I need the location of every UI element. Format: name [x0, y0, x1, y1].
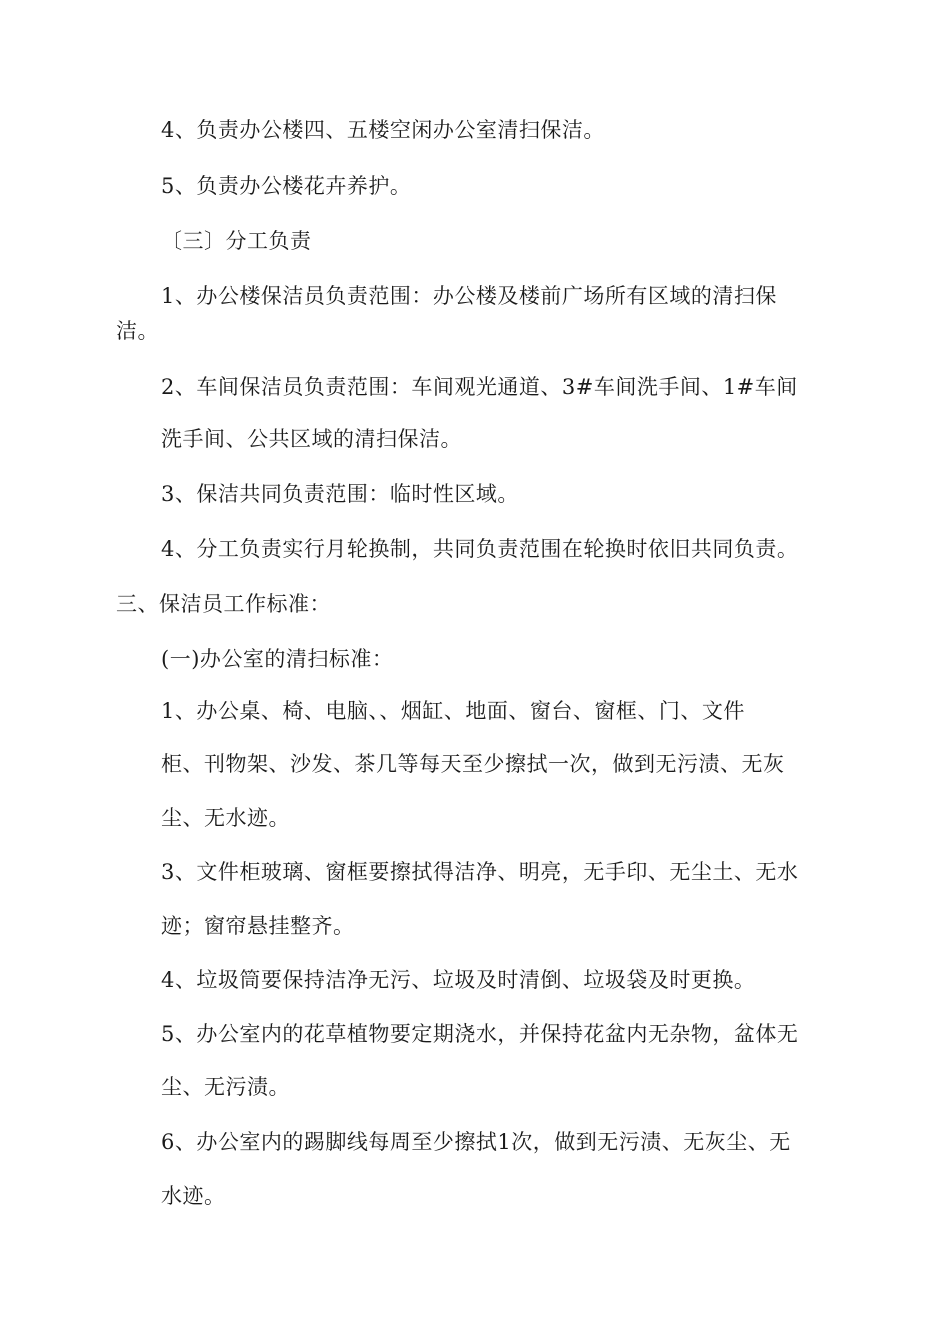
- text-line: 4、分工负责实行月轮换制，共同负责范围在轮换时依旧共同负责。: [161, 537, 799, 561]
- text-line: 1、办公楼保洁员负责范围：办公楼及楼前广场所有区域的清扫保: [161, 284, 777, 308]
- text-line: 4、垃圾筒要保持洁净无污、垃圾及时清倒、垃圾袋及时更换。: [161, 968, 756, 992]
- section-heading: 〔三〕分工负责: [161, 229, 312, 253]
- text-line: 5、办公室内的花草植物要定期浇水，并保持花盆内无杂物，盆体无: [161, 1022, 799, 1046]
- text-line: 1、办公桌、椅、电脑、、烟缸、地面、窗台、窗框、门、文件: [161, 699, 745, 723]
- text-line: 洁。: [116, 319, 159, 343]
- text-line: 5、负责办公楼花卉养护。: [161, 174, 412, 198]
- section-heading: 三、保洁员工作标准：: [116, 592, 331, 616]
- text-line: 尘、无污渍。: [161, 1075, 290, 1099]
- text-line: 水迹。: [161, 1184, 226, 1208]
- text-line: 柜、刊物架、沙发、茶几等每天至少擦拭一次，做到无污渍、无灰: [161, 752, 785, 776]
- text-line: 6、办公室内的踢脚线每周至少擦拭1次，做到无污渍、无灰尘、无: [161, 1130, 791, 1154]
- text-line: 3、文件柜玻璃、窗框要擦拭得洁净、明亮，无手印、无尘土、无水: [161, 860, 799, 884]
- text-line: 洗手间、公共区域的清扫保洁。: [161, 427, 462, 451]
- text-line: 3、保洁共同负责范围：临时性区域。: [161, 482, 519, 506]
- subsection-heading: (一)办公室的清扫标准：: [161, 647, 394, 671]
- text-line: 迹；窗帘悬挂整齐。: [161, 914, 355, 938]
- text-line: 4、负责办公楼四、五楼空闲办公室清扫保洁。: [161, 118, 605, 142]
- text-line: 尘、无水迹。: [161, 806, 290, 830]
- text-line: 2、车间保洁员负责范围：车间观光通道、3#车间洗手间、1#车间: [161, 375, 798, 399]
